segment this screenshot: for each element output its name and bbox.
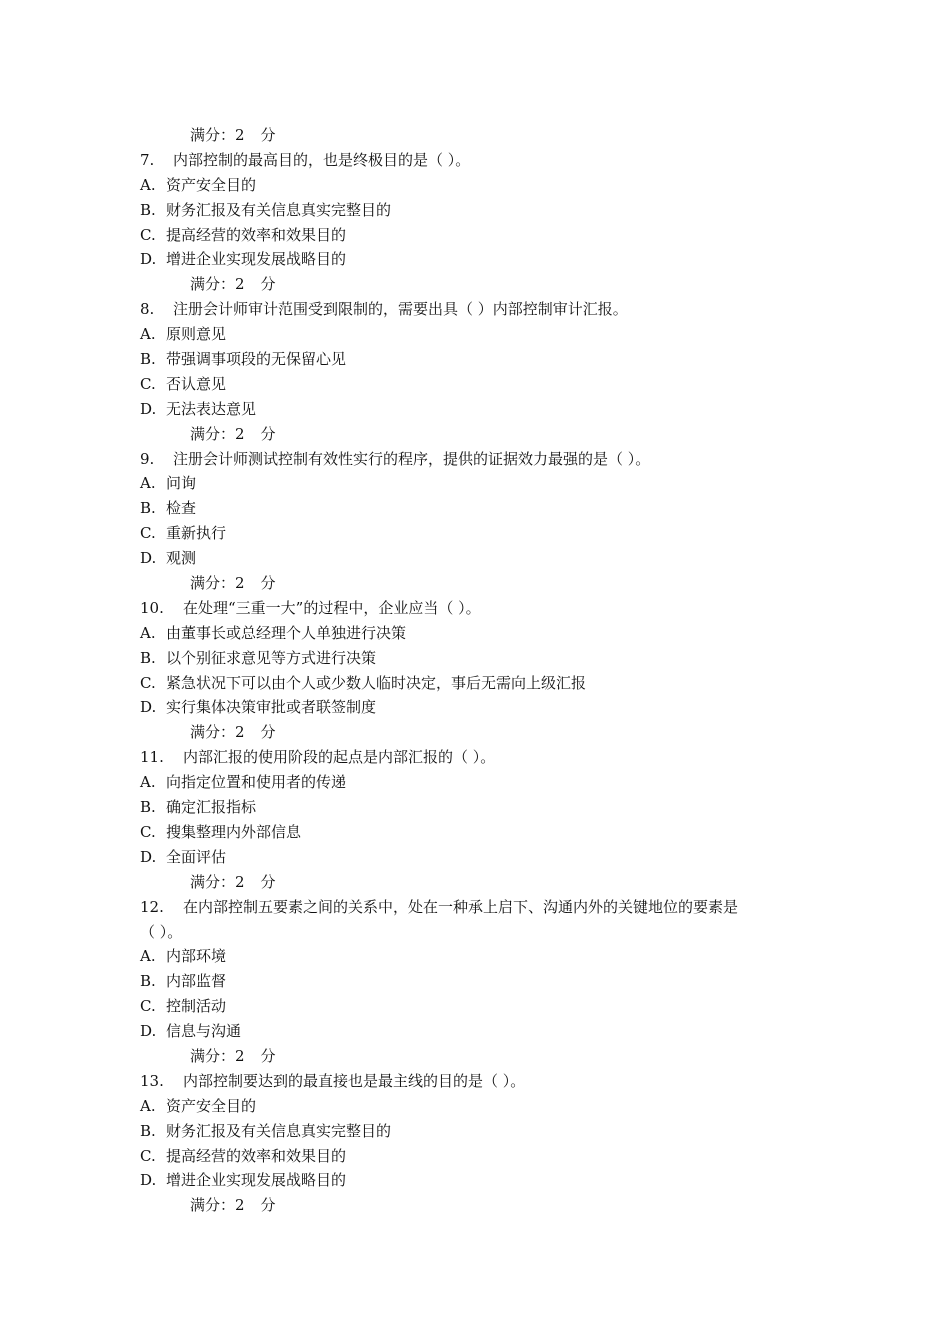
option-d: D. 增进企业实现发展战略目的 xyxy=(140,250,347,269)
option-c: C. 否认意见 xyxy=(140,374,227,393)
option-b: B. 检查 xyxy=(140,499,197,518)
option-c: C. 提高经营的效率和效果目的 xyxy=(140,225,347,244)
option-d: D. 观测 xyxy=(140,549,197,568)
question-stem: 8. 注册会计师审计范围受到限制的，需要出具（ ）内部控制审计汇报。 xyxy=(140,300,628,319)
question-7 xyxy=(140,148,820,297)
option-d: D. 信息与沟通 xyxy=(140,1022,242,1041)
option-b: B. 内部监督 xyxy=(140,972,227,991)
score-line: 满分：2 分 xyxy=(190,723,276,742)
question-stem: 13. 内部控制要达到的最直接也是最主线的目的是（ ）。 xyxy=(140,1071,526,1090)
option-a: A. 原则意见 xyxy=(140,325,227,344)
score-line: 满分：2 分 xyxy=(190,275,276,294)
question-stem: 11. 内部汇报的使用阶段的起点是内部汇报的（ ）。 xyxy=(140,748,496,767)
option-a: A. 资产安全目的 xyxy=(140,1096,257,1115)
option-d: D. 增进企业实现发展战略目的 xyxy=(140,1171,347,1190)
question-stem-continued: （ ）。 xyxy=(140,922,183,941)
option-d: D. 全面评估 xyxy=(140,847,227,866)
option-c: C. 重新执行 xyxy=(140,524,227,543)
option-a: A. 问询 xyxy=(140,474,197,493)
option-c: C. 搜集整理内外部信息 xyxy=(140,822,302,841)
question-stem: 7. 内部控制的最高目的，也是终极目的是（ ）。 xyxy=(140,150,471,169)
option-d: D. 实行集体决策审批或者联签制度 xyxy=(140,698,377,717)
option-b: B. 确定汇报指标 xyxy=(140,798,257,817)
question-13 xyxy=(140,1069,820,1218)
score-line: 满分：2 分 xyxy=(190,574,276,593)
score-line: 满分：2 分 xyxy=(190,126,276,144)
option-c: C. 提高经营的效率和效果目的 xyxy=(140,1146,347,1165)
question-12 xyxy=(140,895,820,1069)
option-b: B. 财务汇报及有关信息真实完整目的 xyxy=(140,1121,392,1140)
option-b: B. 以个别征求意见等方式进行决策 xyxy=(140,648,377,667)
question-9 xyxy=(140,447,820,596)
question-10 xyxy=(140,596,820,745)
question-list xyxy=(140,123,820,1218)
option-c: C. 控制活动 xyxy=(140,997,227,1016)
score-line: 满分：2 分 xyxy=(190,424,276,443)
option-a: A. 资产安全目的 xyxy=(140,175,257,194)
option-a: A. 向指定位置和使用者的传递 xyxy=(140,773,347,792)
question-11 xyxy=(140,745,820,894)
score-line: 满分：2 分 xyxy=(190,1046,276,1065)
question-stem: 9. 注册会计师测试控制有效性实行的程序，提供的证据效力最强的是（ ）。 xyxy=(140,449,651,468)
option-a: A. 内部环境 xyxy=(140,947,227,966)
option-c: C. 紧急状况下可以由个人或少数人临时决定，事后无需向上级汇报 xyxy=(140,673,587,692)
question-stem: 12. 在内部控制五要素之间的关系中，处在一种承上启下、沟通内外的关键地位的要素是 xyxy=(140,897,739,916)
option-b: B. 财务汇报及有关信息真实完整目的 xyxy=(140,200,392,219)
question-8 xyxy=(140,297,820,446)
score-line: 满分：2 分 xyxy=(190,1196,276,1215)
question-stem: 10. 在处理“三重一大”的过程中，企业应当（ ）。 xyxy=(140,598,481,617)
option-b: B. 带强调事项段的无保留心见 xyxy=(140,350,347,369)
option-d: D. 无法表达意见 xyxy=(140,399,257,418)
score-line: 满分：2 分 xyxy=(190,872,276,891)
option-a: A. 由董事长或总经理个人单独进行决策 xyxy=(140,623,407,642)
